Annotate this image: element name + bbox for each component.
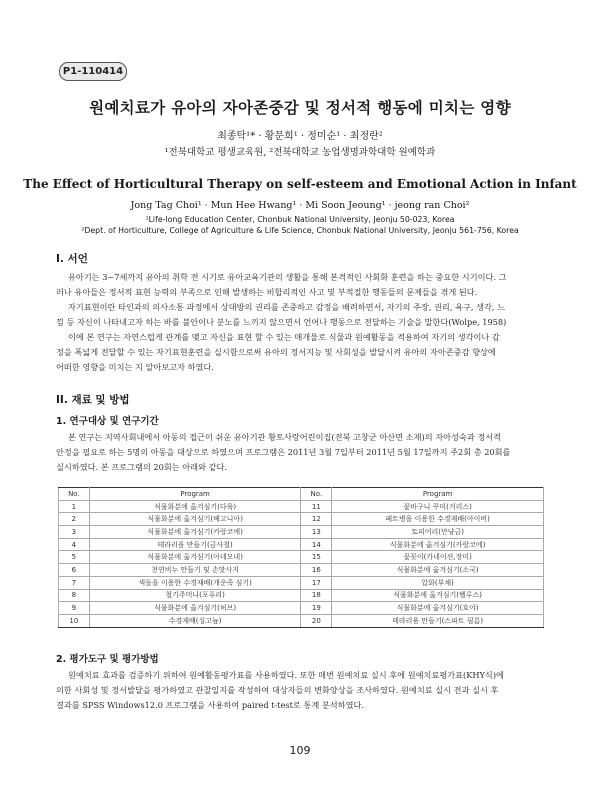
table-row [59,538,544,551]
cell-program: 식물화분에 옮겨심기(소국) [332,564,544,577]
cell-no: 10 [59,614,90,627]
methods-line-1: 본 연구는 지역사회내에서 아동의 접근이 쉬운 유아기관 황토사랑어린이집(전북 고창군 아산면 소재)의 자아성숙과 정서적 [68,432,502,442]
korean-affiliations: ¹전북대학교 평생교육원, ²전북대학교 농업생명과학대학 원예학과 [164,147,436,158]
table-row [59,500,544,513]
cell-program: 테라리움 만들기(금사철) [89,538,301,551]
methods-line-3: 실시하였다. 본 프로그램의 20회는 아래와 같다. [56,462,228,472]
intro-line-6: 정을 폭넓게 전달할 수 있는 자기표현훈련을 실시함으로써 유아의 정서지능 및 사회성을 발달시켜 유아의 자아존중감 향상에 [56,347,496,357]
cell-no: 11 [301,500,332,513]
abstract-id-badge: P1-110414 [59,62,127,81]
header-program-left: Program [89,488,301,501]
program-table [58,487,544,628]
intro-line-5: 이에 본 연구는 자연스럽게 관계를 맺고 자신을 표현 할 수 있는 매개물로 식물과 원예활동을 적용하여 자기의 생각이나 감 [68,332,500,342]
cell-program: 식물화분에 옮겨심기(허브) [89,602,301,615]
cell-no: 20 [301,614,332,627]
cell-program: 압화(부채) [332,576,544,589]
cell-program: 식물화분에 옮겨심기(베고니아) [89,513,301,526]
header-program-right: Program [332,488,544,501]
table-row [59,551,544,564]
cell-no: 4 [59,538,90,551]
cell-no: 18 [301,589,332,602]
intro-line-1: 유아기는 3~7세까지 유아의 취학 전 시기로 유아교육기관의 생활을 통해 본격적인 사회화 훈련을 하는 중요한 시기이다. 그 [68,272,507,282]
cell-program: 식물화분에 옮겨심기(다육) [89,500,301,513]
cell-program: 식물화분에 옮겨심기(호야) [332,602,544,615]
table-row [59,602,544,615]
table-row [59,564,544,577]
header-no-right: No. [301,488,332,501]
cell-program: 철기주머니(포푸리) [89,589,301,602]
english-affiliation-2: ²Dept. of Horticulture, College of Agriculture & Life Science, Chonbuk National University, Jeonju 561-756, Korea [81,226,519,235]
subsection-heading-evaluation: 2. 평가도구 및 평가방법 [56,654,159,665]
cell-program: 식물화분에 옮겨심기(아네모네) [89,551,301,564]
table-row [59,513,544,526]
korean-authors: 최종탁¹* · 황문희¹ · 정미순¹ · 최정란² [217,131,383,142]
section-heading-methods: II. 재료 및 방법 [56,394,130,406]
table-header-row [59,488,544,501]
cell-no: 14 [301,538,332,551]
cell-no: 12 [301,513,332,526]
cell-program: 토피어리(만냥금) [332,526,544,539]
cell-no: 5 [59,551,90,564]
section-heading-introduction: I. 서언 [56,253,88,265]
table-row [59,576,544,589]
cell-program: 식물화분에 옮겨심기(카랑코에) [332,538,544,551]
cell-program: 식물화분에 옮겨심기(벨루스) [332,589,544,602]
table-row [59,589,544,602]
cell-no: 19 [301,602,332,615]
cell-no: 16 [301,564,332,577]
cell-program: 수경재배(싱고늄) [89,614,301,627]
cell-program: 천연비누 만들기 및 손맛사지 [89,564,301,577]
english-affiliation-1: ¹Life-long Education Center, Chonbuk National University, Jeonju 50-023, Korea [145,215,455,224]
cell-no: 6 [59,564,90,577]
korean-title: 원예치료가 유아의 자아존중감 및 정서적 행동에 미치는 영향 [89,98,511,117]
intro-line-4: 낌 등 자신이 나타내고자 하는 바를 불안이나 분노를 느끼지 않으면서 언어나 행동으로 전달하는 기술을 말한다(Wolpe, 1958) [56,317,507,327]
cell-no: 9 [59,602,90,615]
page-number: 109 [289,744,311,757]
cell-no: 3 [59,526,90,539]
header-no-left: No. [59,488,90,501]
table-row [59,526,544,539]
cell-program: 테라리움 만들기(스파트 필름) [332,614,544,627]
subsection-heading-subjects: 1. 연구대상 및 연구기간 [56,416,159,427]
english-title: The Effect of Horticultural Therapy on self-esteem and Emotional Action in Infant [23,177,577,191]
cell-no: 1 [59,500,90,513]
cell-no: 17 [301,576,332,589]
cell-no: 15 [301,551,332,564]
cell-program: 꽃바구니 꾸미(거리스) [332,500,544,513]
methods-line-2: 안정을 필요로 하는 5명의 아동을 대상으로 하였으며 프로그램은 2011년 3월 7일부터 2011년 5월 17일까지 주2회 총 20회를 [56,447,511,457]
cell-no: 8 [59,589,90,602]
evaluation-line-1: 원예치료 효과를 검증하기 위하여 원예활동평가표를 사용하였다. 또한 매번 원예치료 실시 후에 원예치료평가표(KHY식)에 [68,670,504,680]
cell-no: 7 [59,576,90,589]
evaluation-line-3: 결과를 SPSS Windows12.0 프로그램을 사용하여 paired t-test로 통계 분석하였다. [56,700,364,710]
cell-no: 13 [301,526,332,539]
cell-program: 페트병을 이용한 수경재배(아이비) [332,513,544,526]
evaluation-line-2: 의한 사회성 및 정서발달을 평가하였고 관찰일지를 작성하여 대상자들의 변화양상을 조사하였다. 원예치료 실시 전과 실시 후 [56,685,499,695]
cell-program: 식물화분에 옮겨심기(카랑코에) [89,526,301,539]
english-authors: Jong Tag Choi¹ · Mun Hee Hwang¹ · Mi Soon Jeoung¹ · jeong ran Choi² [130,200,470,211]
intro-line-3: 자기표현이란 타인과의 의사소통 과정에서 상대방의 권리를 존중하고 감정을 배려하면서, 자기의 주장, 권리, 욕구, 생각, 느 [68,302,505,312]
cell-no: 2 [59,513,90,526]
cell-program: 색돌을 이용한 수경재배(개운죽 심기) [89,576,301,589]
intro-line-2: 러나 유아들은 정서적 표현 능력의 부족으로 인해 발생하는 비합리적인 사고 및 부적절한 행동들의 문제들을 겪게 된다. [56,287,478,297]
intro-line-7: 어떠한 영향을 미치는 지 알아보고자 하였다. [56,362,214,372]
cell-program: 꽃꽂이(카네이션,장미) [332,551,544,564]
table-row [59,614,544,627]
